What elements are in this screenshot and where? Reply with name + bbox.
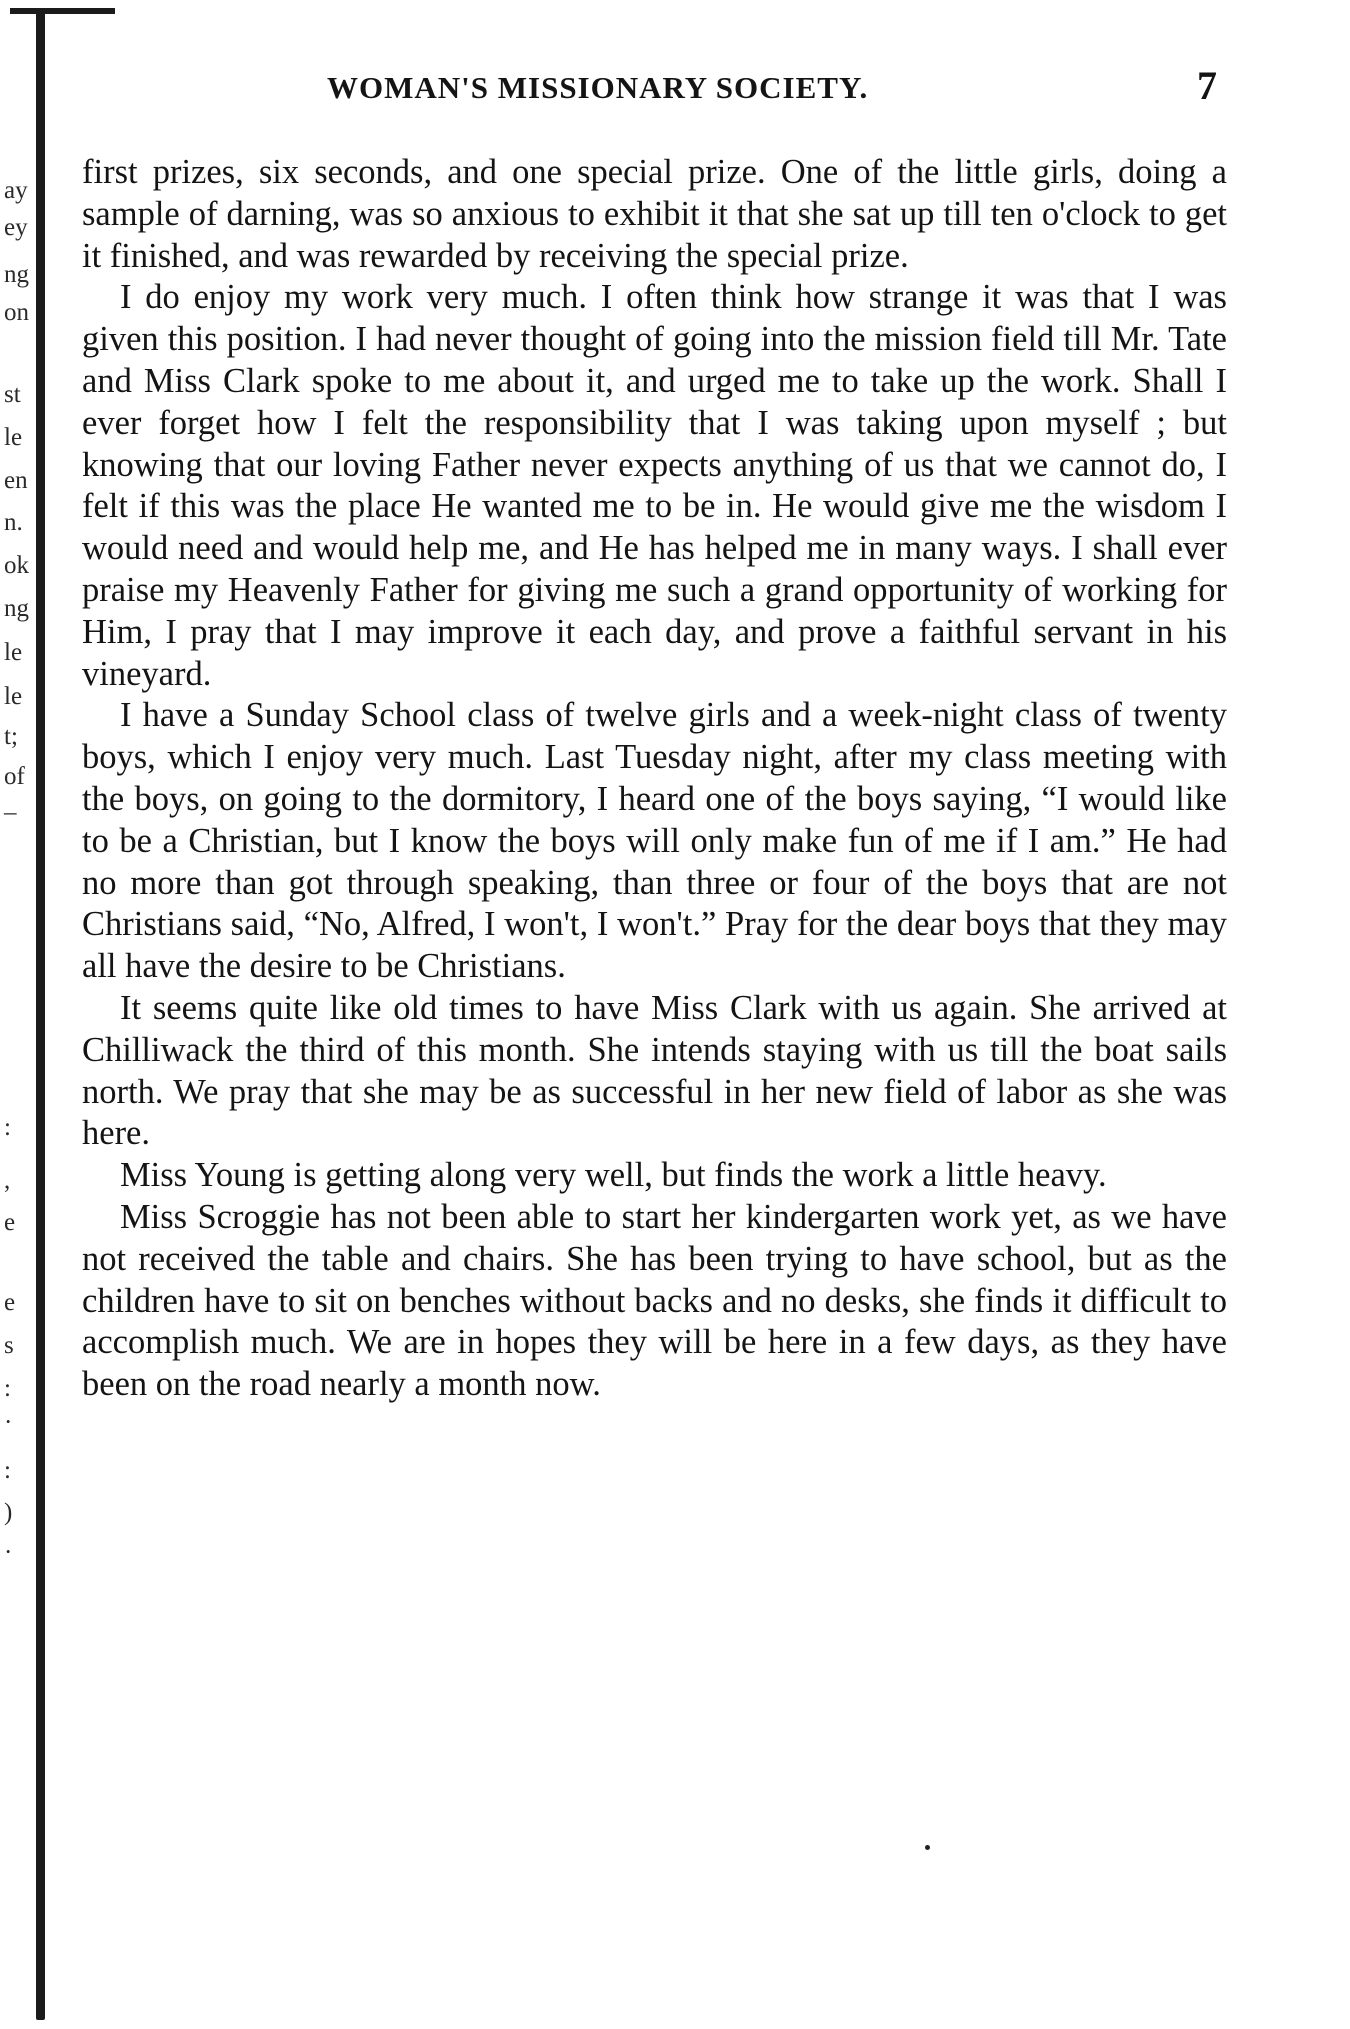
paragraph: Miss Scroggie has not been able to start her kindergarten work yet, as we have not received the table and chairs. She has been trying to have school, but as the children have to sit on benches without backs and no desks, she finds it difficult to accomplish much. We are in hopes they will be here in a few days, as they have been on the road nearly a month now. xyxy=(82,1197,1227,1404)
margin-fragment: ng xyxy=(4,595,29,622)
margin-fragment: e xyxy=(4,1209,16,1236)
margin-fragment: le xyxy=(4,424,23,451)
paragraph: I do enjoy my work very much. I often think how strange it was that I was given this position. I had never thought of going into the mission field till Mr. Tate and Miss Clark spoke to me about it, and urged me to take up the work. Shall I ever forget how I felt the responsibility that I was taking upon myself ; but knowing that our loving Father never expects anything of us that we cannot do, I felt if this was the place He wanted me to be in. He would give me the wisdom I would need and would help me, and He has helped me in many ways. I shall ever praise my Heavenly Father for giving me such a grand opportunity of working for Him, I pray that I may improve it each day, and prove a faithful servant in his vineyard. xyxy=(82,278,1227,693)
margin-fragment: ng xyxy=(4,261,29,288)
facing-page-fragments xyxy=(0,0,34,2029)
running-title: WOMAN'S MISSIONARY SOCIETY. xyxy=(327,70,869,105)
page-header xyxy=(82,62,1217,112)
margin-fragment: s xyxy=(4,1332,14,1359)
margin-fragment: ay xyxy=(4,177,28,204)
margin-fragment: : xyxy=(4,1375,11,1402)
margin-fragment: le xyxy=(4,639,23,666)
margin-fragment: t; xyxy=(4,723,18,750)
margin-fragment: le xyxy=(4,683,23,710)
margin-fragment: : xyxy=(4,1114,11,1141)
margin-fragment: on xyxy=(4,299,29,326)
margin-fragment: of xyxy=(4,763,25,790)
margin-fragment: st xyxy=(4,381,21,408)
paragraph: I have a Sunday School class of twelve girls and a week-night class of twenty boys, which I enjoy very much. Last Tuesday night, after my class meeting with the boys, on going to the dormitory, I heard one of the boys saying, “I would like to be a Christian, but I know the boys will only make fun of me if I am.” He had no more than got through speaking, than three or four of the boys that are not Christians said, “No, Alfred, I won't, I won't.” Pray for the dear boys that they may all have the desire to be Christians. xyxy=(82,696,1227,986)
body-text xyxy=(82,152,1227,1406)
margin-fragment: en xyxy=(4,467,28,494)
margin-fragment: : xyxy=(4,1457,11,1484)
ink-speck xyxy=(925,1845,930,1850)
margin-fragment: e xyxy=(4,1289,16,1316)
page-number: 7 xyxy=(1197,63,1217,108)
margin-fragment: ey xyxy=(4,214,28,241)
paragraph: It seems quite like old times to have Miss Clark with us again. She arrived at Chilliwack the third of this month. She intends staying with us till the boat sails north. We pray that she may be as successful in her new field of labor as she was here. xyxy=(82,988,1227,1153)
margin-fragment: n. xyxy=(4,509,23,536)
paragraph: Miss Young is getting along very well, but finds the work a little heavy. xyxy=(120,1156,1107,1195)
margin-fragment: ) xyxy=(4,1499,13,1526)
margin-fragment: · xyxy=(4,1539,13,1566)
margin-fragment: – xyxy=(4,799,17,826)
margin-fragment: ok xyxy=(4,552,29,579)
margin-fragment: , xyxy=(4,1167,11,1194)
binding-gutter-bar xyxy=(36,10,45,2020)
margin-fragment: · xyxy=(4,1409,13,1436)
paragraph: first prizes, six seconds, and one special prize. One of the little girls, doing a sample of darning, was so anxious to exhibit it that she sat up till ten o'clock to get it finished, and was rewarded by receiving the special prize. xyxy=(82,153,1227,275)
